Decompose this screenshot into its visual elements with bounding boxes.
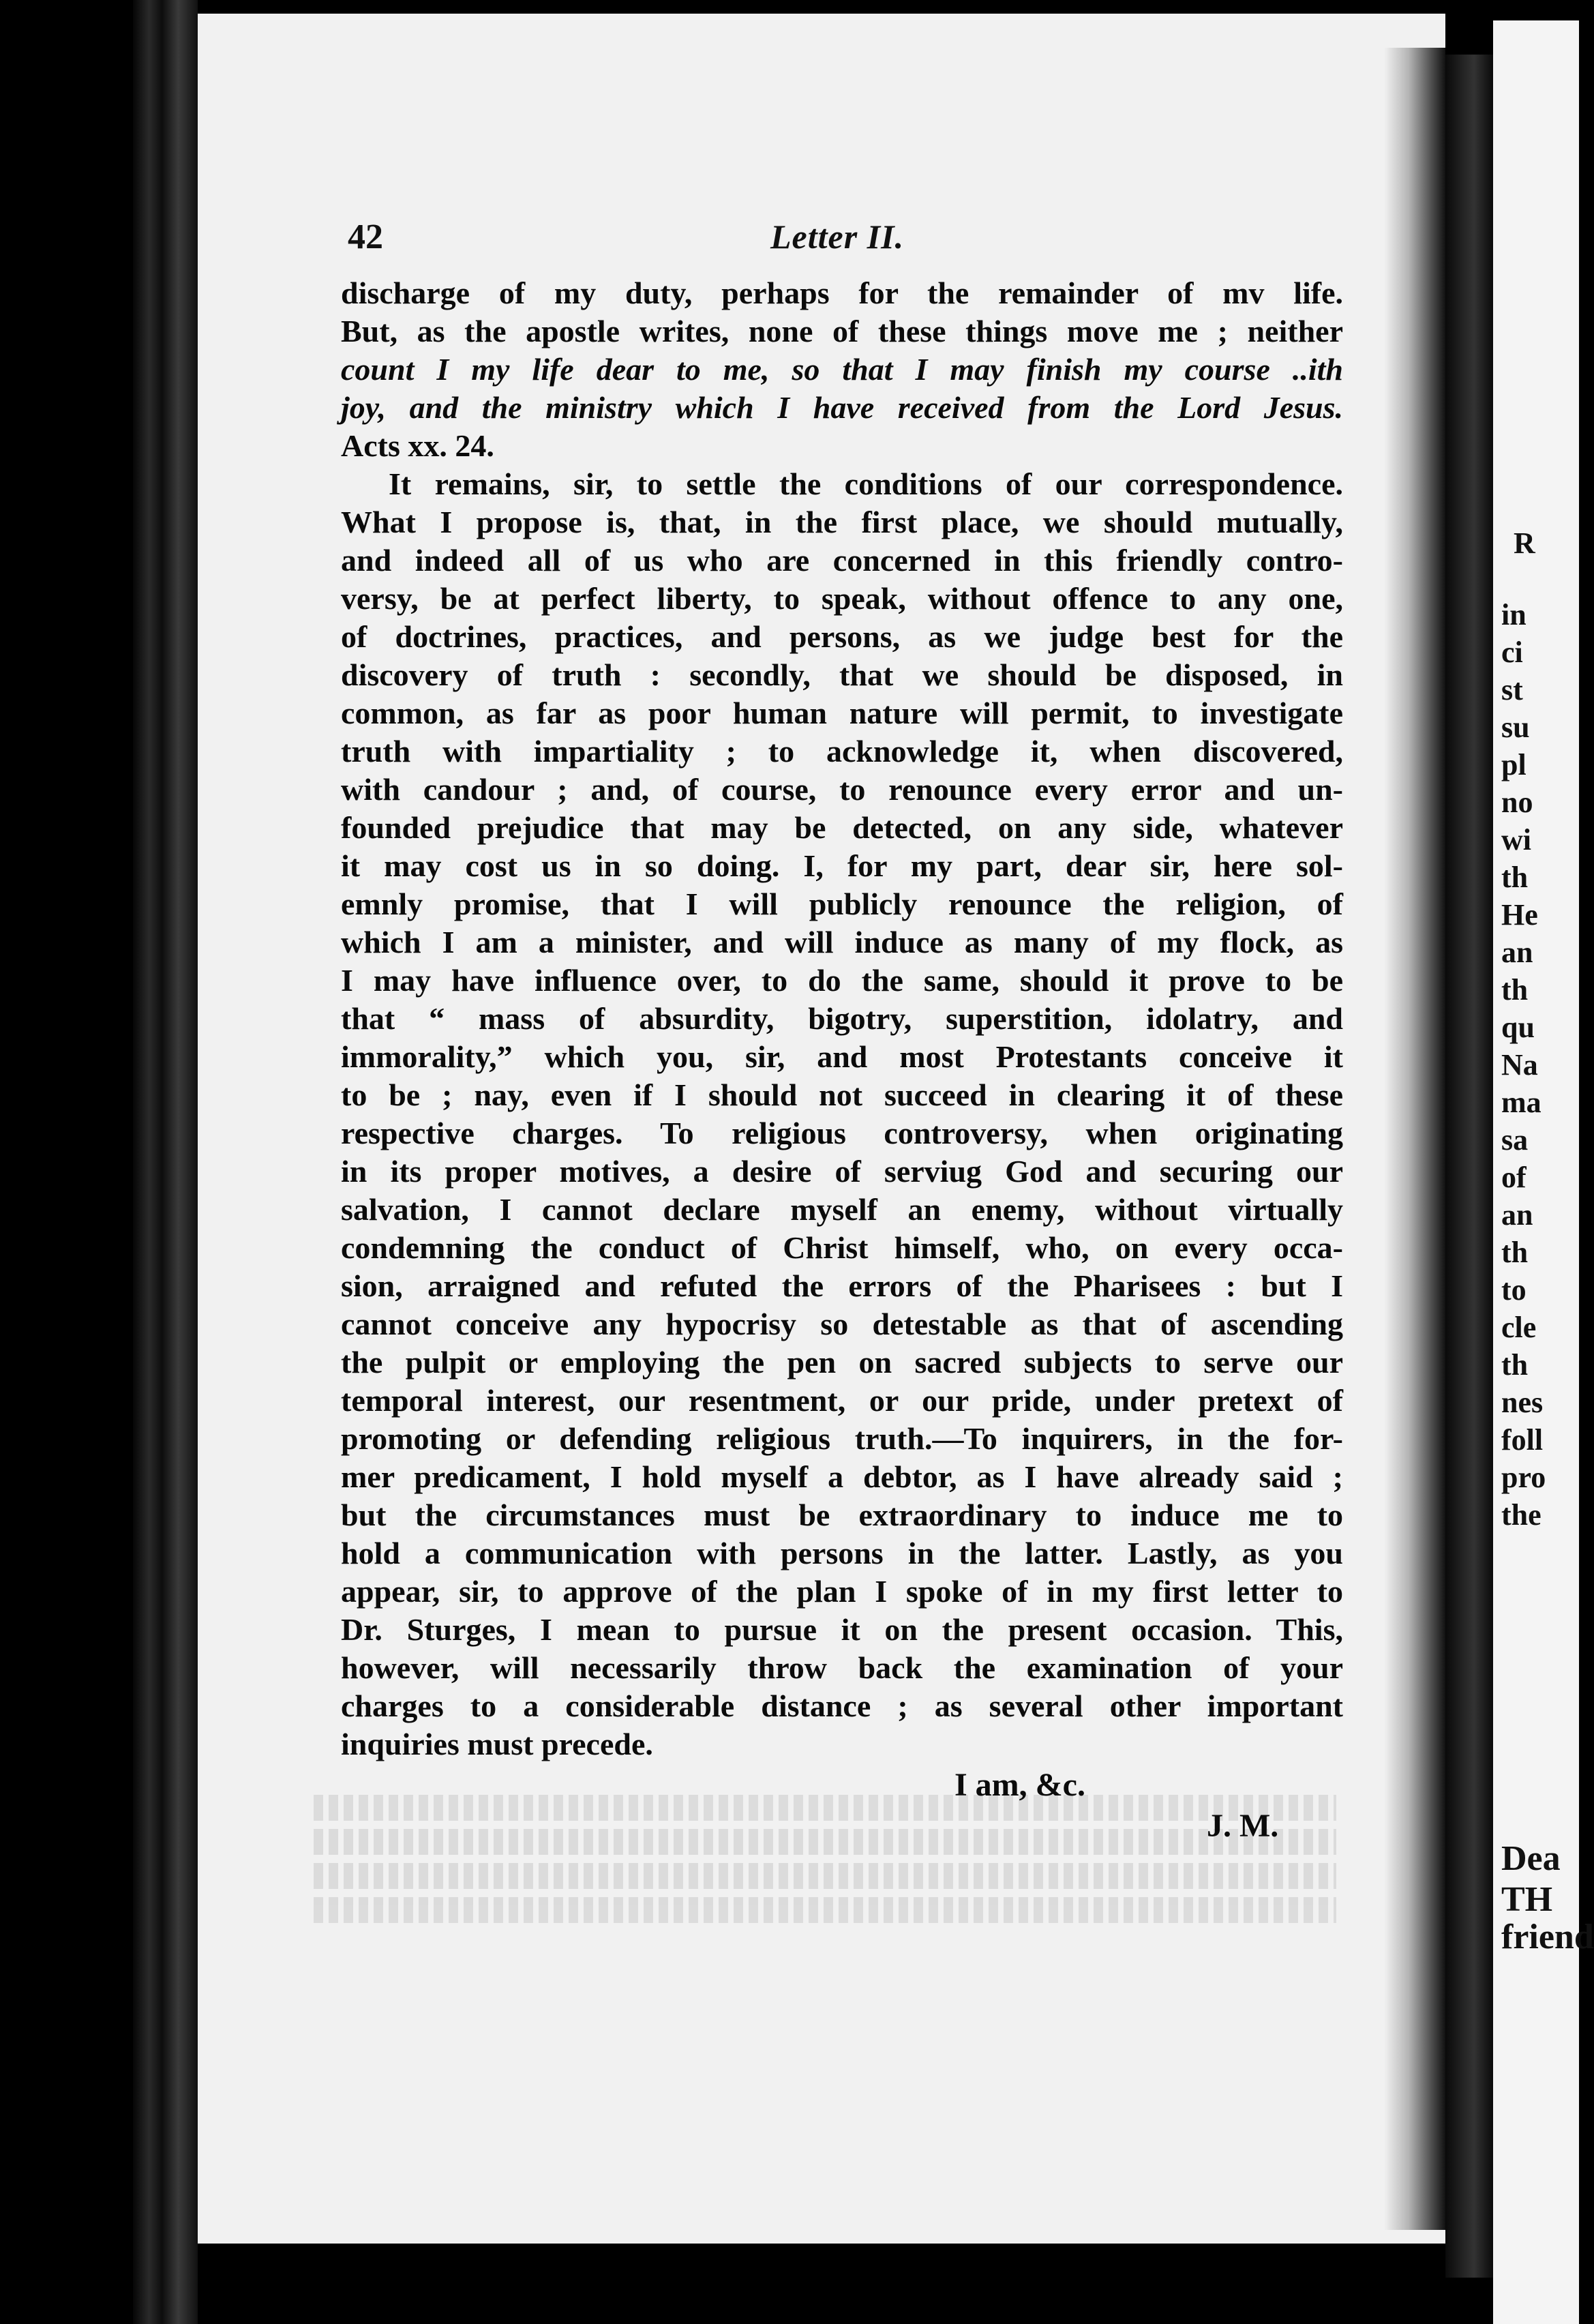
text-line: immorality,” which you, sir, and most Protestants conceive it bbox=[341, 1039, 1343, 1074]
facing-page-fragment: in bbox=[1501, 598, 1527, 631]
page-number: 42 bbox=[348, 218, 383, 256]
text-line: But, as the apostle writes, none of these things move me ; neither bbox=[341, 314, 1343, 348]
facing-page-fragment: friend bbox=[1501, 1918, 1594, 1956]
text-line: hold a communication with persons in the latter. Lastly, as you bbox=[341, 1536, 1343, 1570]
book-spine bbox=[133, 0, 198, 2324]
text-line: I may have influence over, to do the same, should it prove to be bbox=[341, 963, 1343, 998]
facing-page-fragment: He bbox=[1501, 898, 1538, 932]
text-line: which I am a minister, and will induce as many of my flock, as bbox=[341, 925, 1343, 959]
text-line: however, will necessarily throw back the examination of your bbox=[341, 1650, 1343, 1685]
page-curl-shadow bbox=[1384, 48, 1445, 2230]
facing-page-fragment: an bbox=[1501, 1198, 1533, 1232]
text-line: mer predicament, I hold myself a debtor, as I have already said ; bbox=[341, 1459, 1343, 1494]
facing-page-fragment: no bbox=[1501, 786, 1533, 819]
facing-page-fragment: su bbox=[1501, 711, 1530, 744]
text-line: It remains, sir, to settle the conditions of our correspondence. bbox=[389, 466, 1343, 501]
text-line: to be ; nay, even if I should not succeed in clearing it of these bbox=[341, 1077, 1343, 1112]
text-line: founded prejudice that may be detected, on any side, whatever bbox=[341, 810, 1343, 845]
text-line: discovery of truth : secondly, that we should be disposed, in bbox=[341, 657, 1343, 692]
text-line: the pulpit or employing the pen on sacred subjects to serve our bbox=[341, 1345, 1343, 1380]
facing-page-fragment: the bbox=[1501, 1498, 1542, 1532]
signature: J. M. bbox=[1207, 1808, 1279, 1844]
book-gutter bbox=[1445, 55, 1493, 2278]
facing-page bbox=[1493, 20, 1594, 2324]
page-header bbox=[348, 217, 1343, 265]
facing-page-fragment: th bbox=[1501, 861, 1529, 894]
closing-line: I am, &c. bbox=[954, 1767, 1085, 1803]
facing-page-fragment: Dea bbox=[1501, 1839, 1561, 1878]
facing-page-fragment: cle bbox=[1501, 1311, 1537, 1344]
facing-page-fragment: pl bbox=[1501, 748, 1527, 781]
facing-page-fragment: an bbox=[1501, 936, 1533, 969]
running-title: Letter II. bbox=[770, 218, 905, 256]
text-line: What I propose is, that, in the first place, we should mutually, bbox=[341, 505, 1343, 539]
text-line: Acts xx. 24. bbox=[341, 428, 494, 463]
text-line: truth with impartiality ; to acknowledge it, when discovered, bbox=[341, 734, 1343, 769]
text-line: condemning the conduct of Christ himself, who, on every occa- bbox=[341, 1230, 1343, 1265]
facing-page-fragment: foll bbox=[1501, 1423, 1544, 1457]
text-line: charges to a considerable distance ; as several other important bbox=[341, 1688, 1343, 1723]
facing-page-fragment: th bbox=[1501, 1236, 1529, 1269]
facing-page-fragment: st bbox=[1501, 673, 1523, 706]
facing-page-fragment: R bbox=[1514, 526, 1535, 560]
facing-page-fragment: TH bbox=[1501, 1880, 1553, 1919]
text-line: with candour ; and, of course, to renounce every error and un- bbox=[341, 772, 1343, 807]
text-line: versy, be at perfect liberty, to speak, without offence to any one, bbox=[341, 581, 1343, 616]
text-line: sion, arraigned and refuted the errors of the Pharisees : but I bbox=[341, 1268, 1343, 1303]
facing-page-fragment: pro bbox=[1501, 1461, 1546, 1494]
facing-page-fragment: ma bbox=[1501, 1086, 1542, 1119]
facing-page-fragment: Na bbox=[1501, 1048, 1538, 1082]
text-line: count I my life dear to me, so that I may finish my course ..ith bbox=[341, 352, 1343, 387]
facing-page-fragment: qu bbox=[1501, 1011, 1535, 1044]
text-line: joy, and the ministry which I have received from the Lord Jesus. bbox=[341, 390, 1343, 425]
letter-body bbox=[341, 274, 1343, 1763]
text-line: emnly promise, that I will publicly renounce the religion, of bbox=[341, 887, 1343, 921]
facing-page-fragment: th bbox=[1501, 973, 1529, 1007]
text-line: discharge of my duty, perhaps for the remainder of mv life. bbox=[341, 275, 1343, 310]
text-line: appear, sir, to approve of the plan I spoke of in my first letter to bbox=[341, 1574, 1343, 1609]
text-line: that “ mass of absurdity, bigotry, superstition, idolatry, and bbox=[341, 1001, 1343, 1036]
text-line: common, as far as poor human nature will permit, to investigate bbox=[341, 696, 1343, 730]
facing-page-fragment: to bbox=[1501, 1273, 1527, 1307]
text-line: Dr. Sturges, I mean to pursue it on the present occasion. This, bbox=[341, 1612, 1343, 1647]
facing-page-fragment: sa bbox=[1501, 1123, 1529, 1157]
text-line: respective charges. To religious controversy, when originating bbox=[341, 1116, 1343, 1150]
text-line: in its proper motives, a desire of serviug God and securing our bbox=[341, 1154, 1343, 1189]
bleed-through bbox=[314, 1787, 1336, 1937]
text-line: it may cost us in so doing. I, for my part, dear sir, here sol- bbox=[341, 848, 1343, 883]
text-line: salvation, I cannot declare myself an enemy, without virtually bbox=[341, 1192, 1343, 1227]
facing-page-fragment: wi bbox=[1501, 823, 1531, 856]
facing-page-fragment: th bbox=[1501, 1348, 1529, 1382]
text-line: promoting or defending religious truth.—To inquirers, in the for- bbox=[341, 1421, 1343, 1456]
facing-page-fragment: nes bbox=[1501, 1386, 1544, 1419]
text-line: cannot conceive any hypocrisy so detestable as that of ascending bbox=[341, 1307, 1343, 1341]
text-line: but the circumstances must be extraordinary to induce me to bbox=[341, 1498, 1343, 1532]
text-line: and indeed all of us who are concerned in this friendly contro- bbox=[341, 543, 1343, 578]
text-line: of doctrines, practices, and persons, as we judge best for the bbox=[341, 619, 1343, 654]
facing-page-fragment: ci bbox=[1501, 636, 1523, 669]
facing-page-fragment: of bbox=[1501, 1161, 1527, 1194]
text-line: temporal interest, our resentment, or our pride, under pretext of bbox=[341, 1383, 1343, 1418]
text-line: inquiries must precede. bbox=[341, 1727, 653, 1761]
